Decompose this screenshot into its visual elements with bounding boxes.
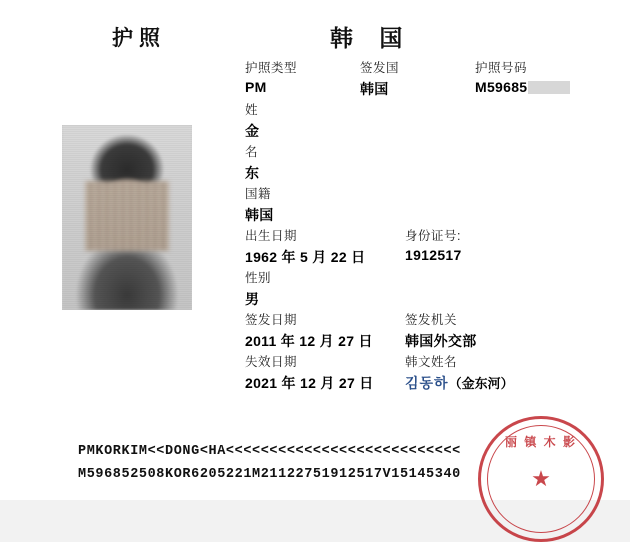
issue-date-value: 2011 年 12 月 27 日 — [245, 333, 373, 349]
given-name-label: 名 — [245, 145, 259, 159]
row-type-labels — [245, 58, 615, 79]
row-issue-labels — [245, 310, 615, 331]
nationality-value: 韩国 — [245, 207, 274, 223]
passport-number-redaction — [528, 81, 570, 94]
mrz-line-1: PMKORKIM<<DONG<HA<<<<<<<<<<<<<<<<<<<<<<<<<<< — [78, 444, 461, 459]
star-icon: ★ — [531, 466, 551, 491]
field-list — [245, 58, 615, 394]
issuing-authority-label: 签发机关 — [405, 313, 458, 327]
birth-date-value: 1962 年 5 月 22 日 — [245, 249, 366, 265]
nationality-label: 国籍 — [245, 187, 272, 201]
expiry-date-value: 2021 年 12 月 27 日 — [245, 375, 374, 391]
passport-type-label: 护照类型 — [245, 61, 298, 75]
id-number-label: 身份证号: — [405, 229, 461, 243]
sex-value: 男 — [245, 291, 260, 307]
passport-number-value: M59685 — [475, 79, 570, 95]
issuing-country-label: 签发国 — [360, 61, 400, 75]
row-nationality-value — [245, 205, 615, 226]
issuing-country-value: 韩国 — [360, 81, 389, 97]
korean-name-signature: 김동하 — [405, 375, 449, 391]
row-birth-labels — [245, 226, 615, 247]
surname-value: 金 — [245, 123, 260, 139]
row-expiry-values — [245, 373, 615, 394]
row-given-name-label — [245, 142, 615, 163]
row-birth-values — [245, 247, 615, 268]
row-expiry-labels — [245, 352, 615, 373]
passport-number-label: 护照号码 — [475, 61, 528, 75]
red-seal-stamp — [478, 416, 604, 542]
issuing-authority-value: 韩国外交部 — [405, 333, 477, 349]
row-given-name-value — [245, 163, 615, 184]
row-surname-label — [245, 100, 615, 121]
row-sex-label — [245, 268, 615, 289]
korean-name-group — [405, 373, 514, 393]
birth-date-label: 出生日期 — [245, 229, 298, 243]
id-number-value: 1912517 — [405, 247, 462, 263]
seal-text: 丽 镇 木 影 — [504, 435, 577, 449]
korean-name-chinese: （金东河） — [448, 376, 514, 391]
expiry-date-label: 失效日期 — [245, 355, 298, 369]
document-type-heading: 护照 — [112, 27, 166, 50]
sex-label: 性别 — [245, 271, 272, 285]
row-surname-value — [245, 121, 615, 142]
korean-name-label: 韩文姓名 — [405, 355, 458, 369]
mrz-line-2: M596852508KOR6205221M21122751912517V15145340 — [78, 467, 461, 482]
row-type-values — [245, 79, 615, 100]
passport-type-value: PM — [245, 79, 267, 95]
given-name-value: 东 — [245, 165, 260, 181]
passport-photo — [62, 125, 192, 310]
issue-date-label: 签发日期 — [245, 313, 298, 327]
surname-label: 姓 — [245, 103, 259, 117]
machine-readable-zone — [78, 440, 461, 486]
row-nationality-label — [245, 184, 615, 205]
photo-grain — [62, 125, 192, 310]
row-issue-values — [245, 331, 615, 352]
row-sex-value — [245, 289, 615, 310]
country-heading: 韩 国 — [330, 25, 413, 51]
